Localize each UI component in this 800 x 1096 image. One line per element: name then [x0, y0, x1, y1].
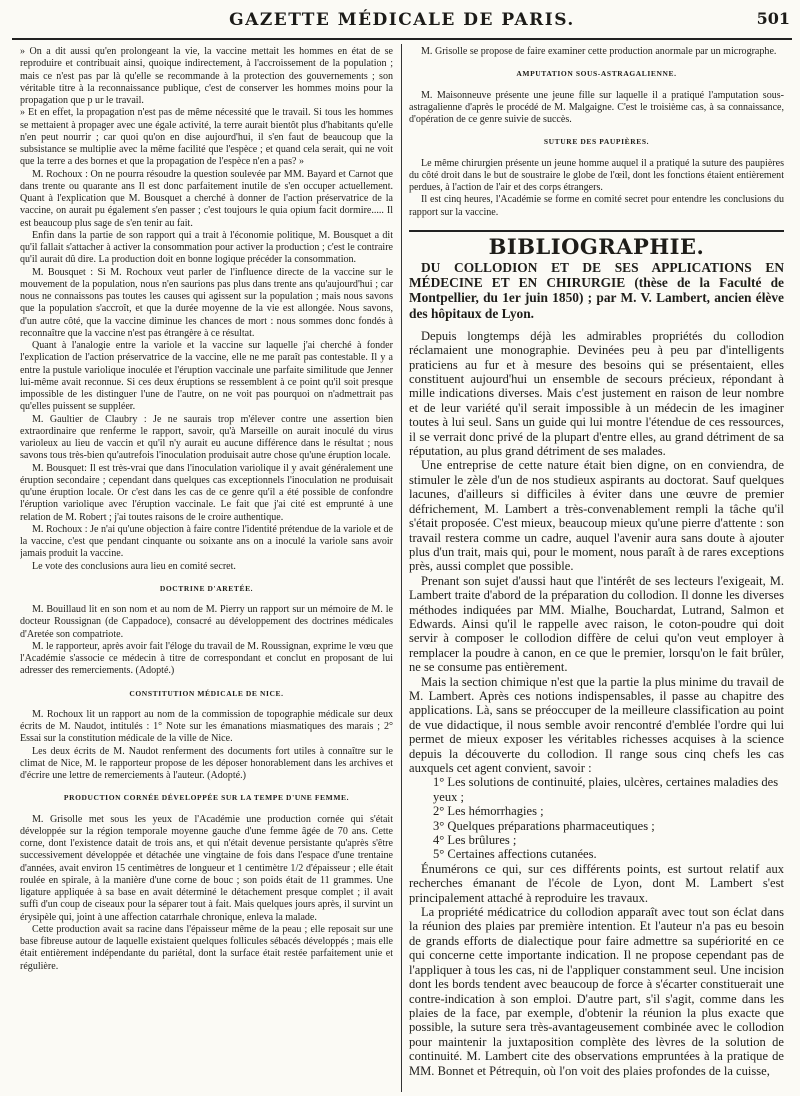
paragraph: » On a dit aussi qu'en prolongeant la vie, la vaccine mettait les hommes en état de se reproduire et contribuait ainsi, quoique indirectement, à l'accroissement de la population ; mais ce n'est pas par là qu'elle se recommande à la protection des gouvernements ; son véritable titre à la reconnaissance publique, c'est de conserver les hommes moins pour la propagation que p ur le travail. — [20, 46, 393, 106]
bibliography-title: BIBLIOGRAPHIE. — [488, 233, 705, 259]
page-number: 501 — [756, 9, 790, 28]
paragraph: Enfin dans la partie de son rapport qui a trait à l'économie politique, M. Bousquet a dit qu'il fallait s'attacher à activer la consommation pour activer la production ; c'est le contraire qu'il aurait dû dire. La production doit en bonne logique précéder la consommation. — [20, 229, 393, 266]
section-heading: PRODUCTION CORNÉE DÉVELOPPÉE SUR LA TEMPE D'UNE FEMME. — [63, 793, 350, 803]
paragraph: Les deux écrits de M. Naudot renferment des documents fort utiles à connaître sur le climat de Nice, M. le rapporteur propose de les déposer honorablement dans les archives et d'écrire une lettre de remerciements à l'auteur. (Adopté.) — [20, 745, 393, 781]
paragraph: M. Rochoux : On ne pourra résoudre la question soulevée par MM. Bayard et Carnot que dans trente ou quarante ans Il est donc parfaitement inutile de s'en occuper actuellement. Quant à l'explication que M. Bousquet a cherché à donner de l'action préservatrice de la vaccine, on aurait pu également s'en passer ; c'est toujours le quia opium facit dormire..... Il est beaucoup plus sage de s'en tenir au fait. — [20, 168, 393, 229]
list-item: 2° Les hémorrhagies ; — [433, 804, 544, 819]
section-heading: DOCTRINE D'ARETÉE. — [159, 583, 254, 593]
paragraph: M. Rochoux lit un rapport au nom de la commission de topographie médicale sur deux écrits de M. Naudot, intitulés : 1° Note sur les émanations miasmatiques des marais ; 2° Essai sur la constitution médicale de la ville de Nice. — [20, 708, 393, 745]
paragraph: M. Grisolle met sous les yeux de l'Académie une production cornée qui s'était développée sur la région temporale moyenne gauche d'une femme âgée de 70 ans. Cette corne, dont l'existence datait de trois ans, et qui n'était devenue persistante qu'après s'être successivement développée et détachée une vingtaine de fois dans l'espace d'une trentaine d'années, avait environ 15 centimètres de longueur et 1 centimètre 1/2 d'épaisseur ; elle était roulée en spirale, à la manière d'une corne de bouc ; son poids était de 11 grammes. Une ligature appliquée à sa base en avait déterminé le détachement presque complet ; il avait suffi d'un coup de ciseaux pour la séparer tout à fait. Mais quelques jours après, il survint un érysipèle qui, joint à une affection catarrhale chronique, enleva la malade. — [20, 813, 393, 923]
left-column — [20, 46, 393, 1092]
paragraph: Prenant son sujet d'aussi haut que l'intérêt de ses lecteurs l'exigeait, M. Lambert traite d'abord de la préparation du collodion. Il donne les diverses méthodes indiquées par MM. Mialhe, Bouchardat, Lutrand, Salmon et Edwards. Ainsi qu'il le rappelle avec raison, le coton-poudre qui doit servir à composer le collodion diffère de celui qu'on veut employer à remplacer la poudre à canon, en ce que le premier, lorsqu'on le fait brûler, ne se consume pas entièrement. — [409, 573, 784, 675]
journal-title: GAZETTE MÉDICALE DE PARIS. — [229, 10, 575, 30]
paragraph: Cette production avait sa racine dans l'épaisseur même de la peau ; elle reposait sur une base fibreuse autour de laquelle existaient quelques follicules sébacés développés ; mais elle était entièrement indépendante du pariétal, dont la surface était restée parfaitement unie et régulière. — [20, 923, 393, 972]
paragraph: M. Maisonneuve présente une jeune fille sur laquelle il a pratiqué l'amputation sous-astragalienne d'après le procédé de M. Malgaigne. C'est le troisième cas, à sa connaissance, d'opération de ce genre suivie de succès. — [409, 89, 784, 125]
paragraph: Le même chirurgien présente un jeune homme auquel il a pratiqué la suture des paupières du côté droit dans le but de soustraire le globe de l'œil, dont les fonctions étaient entièrement perdues, à l'action de l'air et des corps étrangers. — [409, 157, 784, 193]
list-item: 5° Certaines affections cutanées. — [433, 847, 597, 862]
paragraph: Le vote des conclusions aura lieu en comité secret. — [32, 560, 236, 572]
paragraph: Il est cinq heures, l'Académie se forme en comité secret pour entendre les conclusions du rapport sur la vaccine. — [409, 194, 784, 218]
section-heading: AMPUTATION SOUS-ASTRAGALIENNE. — [516, 69, 677, 79]
paragraph: M. Rochoux : Je n'ai qu'une objection à faire contre l'identité prétendue de la variole et de la vaccine, c'est que pendant cinquante ou soixante ans on a inoculé la variole sans avoir jamais produit la vaccine. — [20, 523, 393, 560]
book-review-body — [409, 329, 784, 1078]
paragraph: M. Bouillaud lit en son nom et au nom de M. Pierry un rapport sur un mémoire de M. le docteur Roussignan (de Cappadoce), consacré au développement des doctrines médicales d'Aretée son compatriote. — [20, 604, 393, 640]
paragraph: M. Gaultier de Claubry : Je ne saurais trop m'élever contre une assertion bien extraordinaire que renferme le rapport, savoir, qu'à Marseille on aurait inoculé du virus varioleux au lieu de vaccin et qu'il n'y aurait eu aucune différence dans le résultat ; nous savons tous très-bien qu'autrefois l'inoculation produisait autre chose qu'une éruption locale. — [20, 413, 393, 462]
column-divider — [401, 44, 402, 1092]
paragraph: M. Bousquet: Il est très-vrai que dans l'inoculation variolique il y avait généralement une éruption secondaire ; cependant dans quelques cas exceptionnels l'inoculation ne produisait qu'une éruption locale. Or c'est dans les cas de ce genre qu'il a été possible de confondre l'éruption variolique avec l'éruption vaccinale. Le fait que j'ai cité est emprunté à une relation de M. Robert ; j'ai toutes raisons de le croire authentique. — [20, 462, 393, 523]
list-item: 3° Quelques préparations pharmaceutiques ; — [433, 818, 655, 833]
bibliography-section — [409, 230, 784, 1078]
paragraph: » Et en effet, la propagation n'est pas de même nécessité que le travail. Si tous les hommes se mettaient à propager avec une égale activité, la terre aurait bientôt plus d'habitants qu'elle n'en peut nourrir ; car quoi qu'on en dise aujourd'hui, il s'en faut de beaucoup que la subsistance se multiplie avec la même facilité que l'espèce ; et quand cela serait, qui ne voit que la terre a des bornes et que la propagation de l'espèce n'en a pas? » — [20, 107, 393, 168]
paragraph: M. le rapporteur, après avoir fait l'éloge du travail de M. Roussignan, exprime le vœu que l'Académie s'associe ce médecin à titre de correspondant et conclut en proposant de lui adresser des remerciements. (Adopté.) — [20, 640, 393, 677]
book-review-heading: DU COLLODION ET DE SES APPLICATIONS EN MÉDECINE ET EN CHIRURGIE (thèse de la Faculté de Montpellier, du 1er juin 1850) ; par M. V. Lambert, ancien élève des hôpitaux de Lyon. — [409, 260, 784, 321]
paragraph: La propriété médicatrice du collodion apparaît avec tout son éclat dans la réunion des plaies par première intention. Et l'auteur n'a pas eu besoin de grands efforts de dialectique pour faire admettre sa supériorité en ce qui concerne cette importante indication. Il ne propose cependant pas de l'appliquer à tous les cas, ni de l'appliquer constamment seul. Une incision dont les bords tendent avec beaucoup de force à s'écarter constituerait une contre-indication à son emploi. D'autre part, s'il s'agit, comme dans les plaies de la face, par exemple, d'obtenir la réunion la plus exacte que possible, la suture sera très-avantageusement combinée avec le collodion pour maintenir la juxtaposition complète des lèvres de la solution de continuité. M. Lambert cite des observations empruntées à la pratique de MM. Bonnet et Pétrequin, où l'on voit des plaies profondes de la cuisse, — [409, 905, 784, 1078]
list-item: 4° Les brûlures ; — [433, 833, 517, 848]
right-column — [409, 46, 784, 1092]
section-heading: SUTURE DES PAUPIÈRES. — [543, 137, 650, 147]
paragraph: Énumérons ce qui, sur ces différents points, est surtout relatif aux recherches émanant de l'école de Lyon, dont M. Lambert s'est principalement attaché à reproduire les travaux. — [409, 861, 784, 905]
paragraph: M. Bousquet : Si M. Rochoux veut parler de l'influence directe de la vaccine sur le mouvement de la population, nous n'en saurions pas plus dans trente ans qu'aujourd'hui ; car nous ne connaissons pas toutes les causes qui agissent sur la population ; mais nous savons que la population s'accroît, et que la durée moyenne de la vie est allongée. Nous savons, d'un autre côté, que la vaccine diminue les chances de mort : nous sommes donc fondés à reconnaître que la vaccine n'est pas étrangère à ce résultat. — [20, 266, 393, 339]
paragraph: Quant à l'analogie entre la variole et la vaccine sur laquelle j'ai cherché à fonder l'explication de l'action préservatrice de la vaccine, elle ne me paraît pas contestable. Il y a entre la pustule variolique inoculée et l'éruption vaccinale une parfaite similitude que Jenner lui-même avait reconnue. Si ces deux éruptions se ressemblent à ce point qu'il soit presque impossible de les distinguer l'une de l'autre, on ne voit pas pourquoi on n'admettrait pas qu'elles puissent se suppléer. — [20, 340, 393, 413]
list-item: 1° Les solutions de continuité, plaies, ulcères, certaines maladies des yeux ; — [433, 775, 779, 804]
masthead — [12, 8, 792, 40]
section-heading: CONSTITUTION MÉDICALE DE NICE. — [129, 688, 284, 698]
paragraph: Mais la section chimique n'est que la partie la plus minime du travail de M. Lambert. Après ces notions indispensables, il passe au chapitre des applications. Là, sans se préoccuper de la meilleure classification au point de vue didactique, il nous semble avoir rencontré d'emblée l'ordre qui lui permet de mieux exposer les véritables richesses acquises à la science depuis la découverte du collodion. Il range sous cinq chefs les cas auxquels cet agent convient, savoir : — [409, 674, 784, 775]
paragraph: Une entreprise de cette nature était bien digne, on en conviendra, de stimuler le zèle d'un de nos studieux aspirants au doctorat. Sauf quelques lacunes, d'ailleurs si difficiles à éviter dans une œuvre de premier défrichement, M. Lambert a très-convenablement rempli la tâche qu'il s'était proposée. C'est mieux, beaucoup mieux qu'une pierre d'attente : son travail restera comme un cadre, auquel l'avenir aura sans doute à ajouter plus d'un trait, mais qui, pour le moment, nous paraît à de rares exceptions près, aussi complet que possible. — [409, 458, 784, 574]
paragraph: M. Grisolle se propose de faire examiner cette production anormale par un micrographe. — [421, 46, 777, 57]
indication-list — [409, 775, 784, 861]
paragraph: Depuis longtemps déjà les admirables propriétés du collodion réclamaient une monographie. Devinées peu à peu par d'intelligents praticiens au fur et à mesure des besoins qui se présentaient, elles constituent aujourd'hui un ensemble de secours précieux, répondant à mille indications diverses. Mais c'est justement en raison de leur nombre et de leur variété qu'il serait impossible à un médecin de les imaginer toutes à lui seul. Sans un guide qui lui montre l'étendue de ces ressources, il se verrait donc privé de la plupart d'entre elles, au grand détriment de sa réputation, au plus grand détriment de ses malades. — [409, 328, 784, 459]
